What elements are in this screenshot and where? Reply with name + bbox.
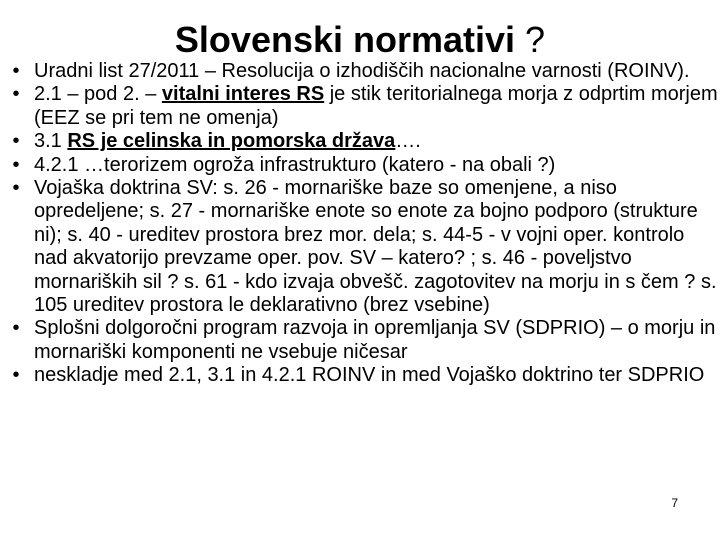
bullet-dot-icon: • [12, 60, 20, 82]
bullet-list [6, 60, 718, 388]
bullet-dot-icon: • [12, 83, 20, 106]
bullet-text: Splošni dolgoročni program razvoja in opremljanja SV (SDPRIO) – o morju in mornariški komponenti ne vsebuje ničesar [34, 317, 716, 363]
bullet-text-post: …. [395, 130, 421, 153]
bullet-item [6, 317, 718, 364]
bullet-dot-icon: • [12, 317, 20, 340]
bullet-item [6, 177, 718, 317]
bullet-item [6, 60, 718, 83]
bullet-text-post: je stik teritorialnega morja z odprtim morjem (EEZ se pri tem ne omenja) [34, 83, 718, 129]
bullet-emphasis: vitalni interes RS [161, 83, 325, 106]
slide-title-bold: Slovenski normativi [174, 19, 516, 60]
bullet-text-pre: 2.1 – pod 2. – [34, 83, 162, 106]
bullet-text: neskladje med 2.1, 3.1 in 4.2.1 ROINV in med Vojaško doktrino ter SDPRIO [34, 364, 705, 387]
bullet-dot-icon: • [12, 153, 20, 176]
bullet-text: Vojaška doktrina SV: s. 26 - mornariške baze so omenjene, a niso opredeljene; s. 27 - mornariške enote so enote za bojno podporo (strukture ni); s. 40 - ureditev prostora brez mor. dela; s. 44-5 - v vojni oper. kontrolo nad akvatorijo prevzame oper. pov. SV – katero? ; s. 46 - poveljstvo mornariških sil ? s. 61 - kdo izvaja obvešč. zagotovitev na morju in s čem ? s. 105 ureditev prostora le deklarativno (brez vsebine) [34, 177, 717, 317]
bullet-dot-icon: • [12, 130, 20, 153]
bullet-item [6, 364, 718, 387]
bullet-item [6, 130, 718, 153]
bullet-item [6, 154, 718, 177]
bullet-text-pre: 3.1 [34, 130, 68, 153]
slide-number: 7 [671, 496, 678, 510]
bullet-text: Uradni list 27/2011 – Resolucija o izhodiščih nacionalne varnosti (ROINV). [34, 60, 690, 82]
bullet-text: 4.2.1 …terorizem ogroža infrastrukturo (katero - na obali ?) [34, 153, 556, 176]
bullet-item [6, 83, 718, 130]
slide-title [0, 18, 720, 62]
bullet-dot-icon: • [12, 177, 20, 200]
bullet-emphasis: RS je celinska in pomorska država [67, 130, 396, 153]
bullet-dot-icon: • [12, 364, 20, 387]
slide-title-suffix: ? [515, 19, 546, 60]
